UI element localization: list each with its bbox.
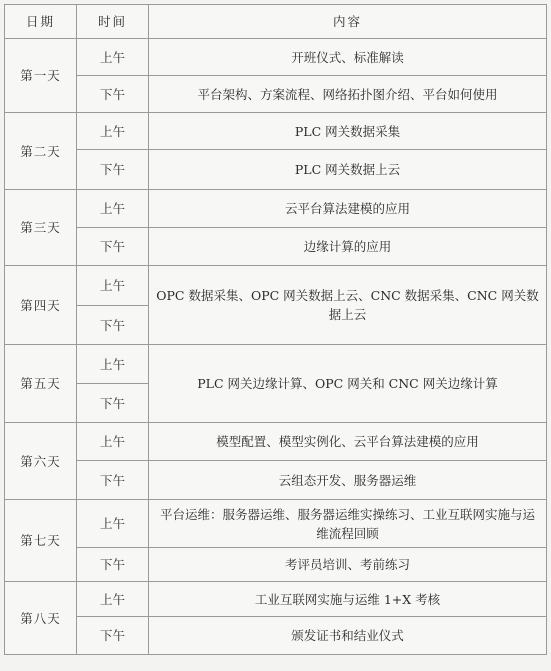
time-cell: 下午 [77, 461, 149, 500]
day-cell: 第二天 [5, 113, 77, 190]
table-row [5, 582, 547, 617]
table-row [5, 190, 547, 228]
time-cell: 上午 [77, 582, 149, 617]
table-row [5, 500, 547, 548]
time-cell: 下午 [77, 617, 149, 655]
time-cell: 上午 [77, 39, 149, 76]
content-cell: 平台架构、方案流程、网络拓扑图介绍、平台如何使用 [149, 76, 547, 113]
time-cell: 上午 [77, 423, 149, 461]
header-content: 内容 [149, 5, 547, 39]
table-row [5, 39, 547, 76]
content-cell: PLC 网关边缘计算、OPC 网关和 CNC 网关边缘计算 [149, 345, 547, 423]
day-cell: 第五天 [5, 345, 77, 423]
time-cell: 下午 [77, 548, 149, 582]
schedule-body [5, 39, 547, 655]
table-row [5, 617, 547, 655]
table-row [5, 150, 547, 190]
content-cell: 考评员培训、考前练习 [149, 548, 547, 582]
content-cell: 颁发证书和结业仪式 [149, 617, 547, 655]
time-cell: 上午 [77, 190, 149, 228]
day-cell: 第一天 [5, 39, 77, 113]
table-row [5, 345, 547, 384]
table-row [5, 76, 547, 113]
content-cell: 工业互联网实施与运维 1+X 考核 [149, 582, 547, 617]
table-row [5, 548, 547, 582]
content-cell: 模型配置、模型实例化、云平台算法建模的应用 [149, 423, 547, 461]
day-cell: 第八天 [5, 582, 77, 655]
time-cell: 下午 [77, 384, 149, 423]
table-row [5, 228, 547, 266]
header-time: 时间 [77, 5, 149, 39]
content-cell: 边缘计算的应用 [149, 228, 547, 266]
content-cell: PLC 网关数据采集 [149, 113, 547, 150]
content-cell: 开班仪式、标准解读 [149, 39, 547, 76]
content-cell: 平台运维：服务器运维、服务器运维实操练习、工业互联网实施与运维流程回顾 [149, 500, 547, 548]
time-cell: 下午 [77, 76, 149, 113]
header-row [5, 5, 547, 39]
day-cell: 第七天 [5, 500, 77, 582]
table-row [5, 113, 547, 150]
day-cell: 第三天 [5, 190, 77, 266]
content-cell: PLC 网关数据上云 [149, 150, 547, 190]
content-cell: 云平台算法建模的应用 [149, 190, 547, 228]
time-cell: 上午 [77, 266, 149, 306]
training-schedule-table [4, 4, 547, 655]
time-cell: 上午 [77, 500, 149, 548]
time-cell: 上午 [77, 113, 149, 150]
content-cell: 云组态开发、服务器运维 [149, 461, 547, 500]
table-row [5, 461, 547, 500]
content-cell: OPC 数据采集、OPC 网关数据上云、CNC 数据采集、CNC 网关数据上云 [149, 266, 547, 345]
time-cell: 下午 [77, 228, 149, 266]
day-cell: 第六天 [5, 423, 77, 500]
header-date: 日期 [5, 5, 77, 39]
time-cell: 下午 [77, 306, 149, 345]
table-row [5, 423, 547, 461]
time-cell: 上午 [77, 345, 149, 384]
day-cell: 第四天 [5, 266, 77, 345]
table-row [5, 266, 547, 306]
time-cell: 下午 [77, 150, 149, 190]
